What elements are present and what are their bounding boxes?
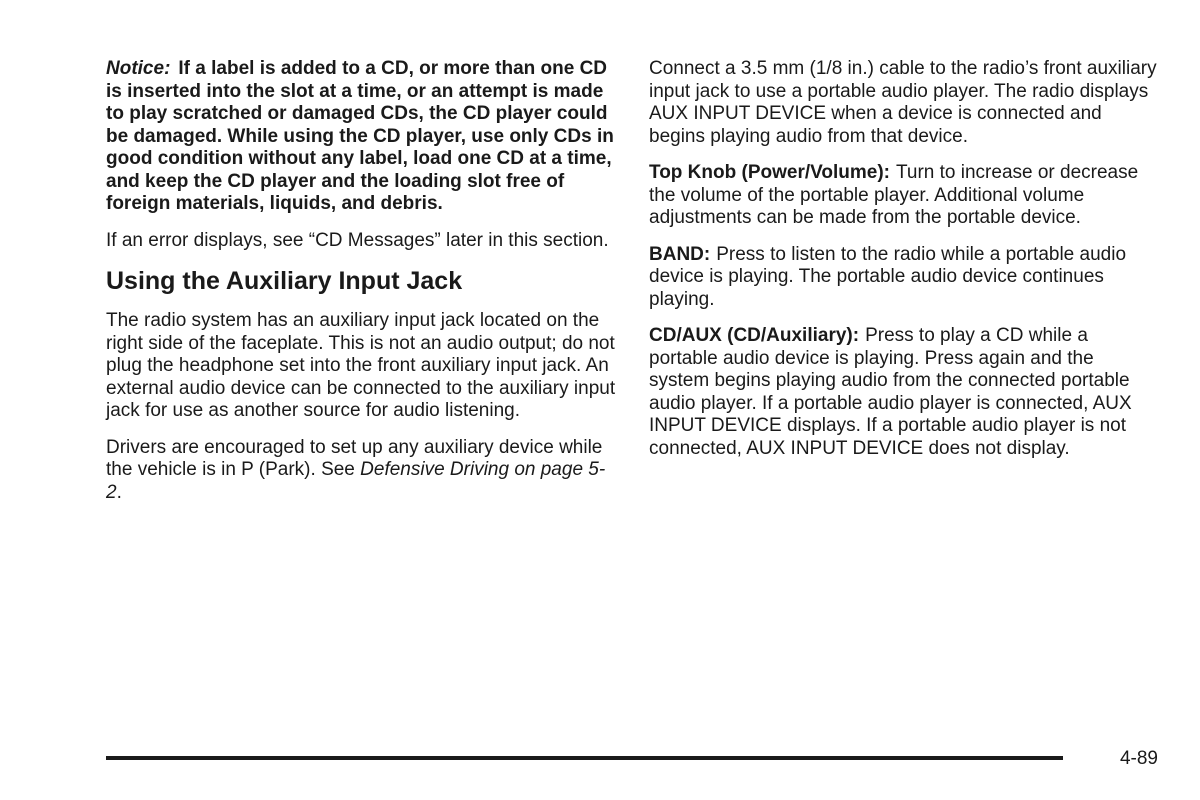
band-entry: [649, 244, 1159, 312]
page-number: 4-89: [1119, 748, 1158, 769]
top-knob-text: Turn to increase or decrease the volume of the portable player. Additional volume adjustments can be made from the portable device.: [649, 162, 1139, 228]
left-column: [106, 58, 616, 518]
band-text: Press to listen to the radio while a portable audio device is playing. The portable audio device continues playing.: [649, 243, 1127, 310]
right-column: [649, 58, 1159, 474]
notice-label: Notice:: [106, 58, 171, 79]
defensive-driving-link[interactable]: Defensive Driving on page 5-2: [106, 459, 606, 503]
aux-jack-paragraph: The radio system has an auxiliary input jack located on the right side of the faceplate. This is not an audio output; do not plug the headphone set into the front auxiliary input jack. An external audio device can be connected to the auxiliary input jack for use as another source for audio listening.: [106, 310, 616, 421]
cd-aux-entry: [649, 325, 1159, 460]
notice-paragraph: [106, 58, 616, 216]
notice-text: If a label is added to a CD, or more than one CD is inserted into the slot at a time, or an attempt is made to play scratched or damaged CDs, the CD player could be damaged. While using the CD player, use only CDs in good condition without any label, load one CD at a time, and keep the CD player and the loading slot free of foreign materials, liquids, and debris.: [106, 58, 614, 214]
park-paragraph-text: Drivers are encouraged to set up any auxiliary device while the vehicle is in P (Park). See: [106, 436, 603, 480]
connect-paragraph: Connect a 3.5 mm (1/8 in.) cable to the radio’s front auxiliary input jack to use a portable audio player. The radio displays AUX INPUT DEVICE when a device is connected and begins playing audio from that device.: [649, 58, 1157, 147]
section-heading: Using the Auxiliary Input Jack: [106, 267, 463, 295]
cd-aux-term: CD/AUX (CD/Auxiliary):: [649, 325, 860, 346]
top-knob-entry: [649, 162, 1159, 230]
error-paragraph: If an error displays, see “CD Messages” later in this section.: [106, 229, 609, 251]
footer-rule: [106, 756, 1063, 760]
park-paragraph-end: .: [116, 481, 122, 503]
top-knob-term: Top Knob (Power/Volume):: [649, 162, 890, 183]
band-term: BAND:: [649, 243, 711, 265]
park-paragraph: [106, 437, 616, 505]
cd-aux-text: Press to play a CD while a portable audio device is playing. Press again and the system begins playing audio from the connected portable audio player. If a portable audio player is connected, AUX INPUT DEVICE displays. If a portable audio player is not connected, AUX INPUT DEVICE does not display.: [649, 325, 1132, 459]
